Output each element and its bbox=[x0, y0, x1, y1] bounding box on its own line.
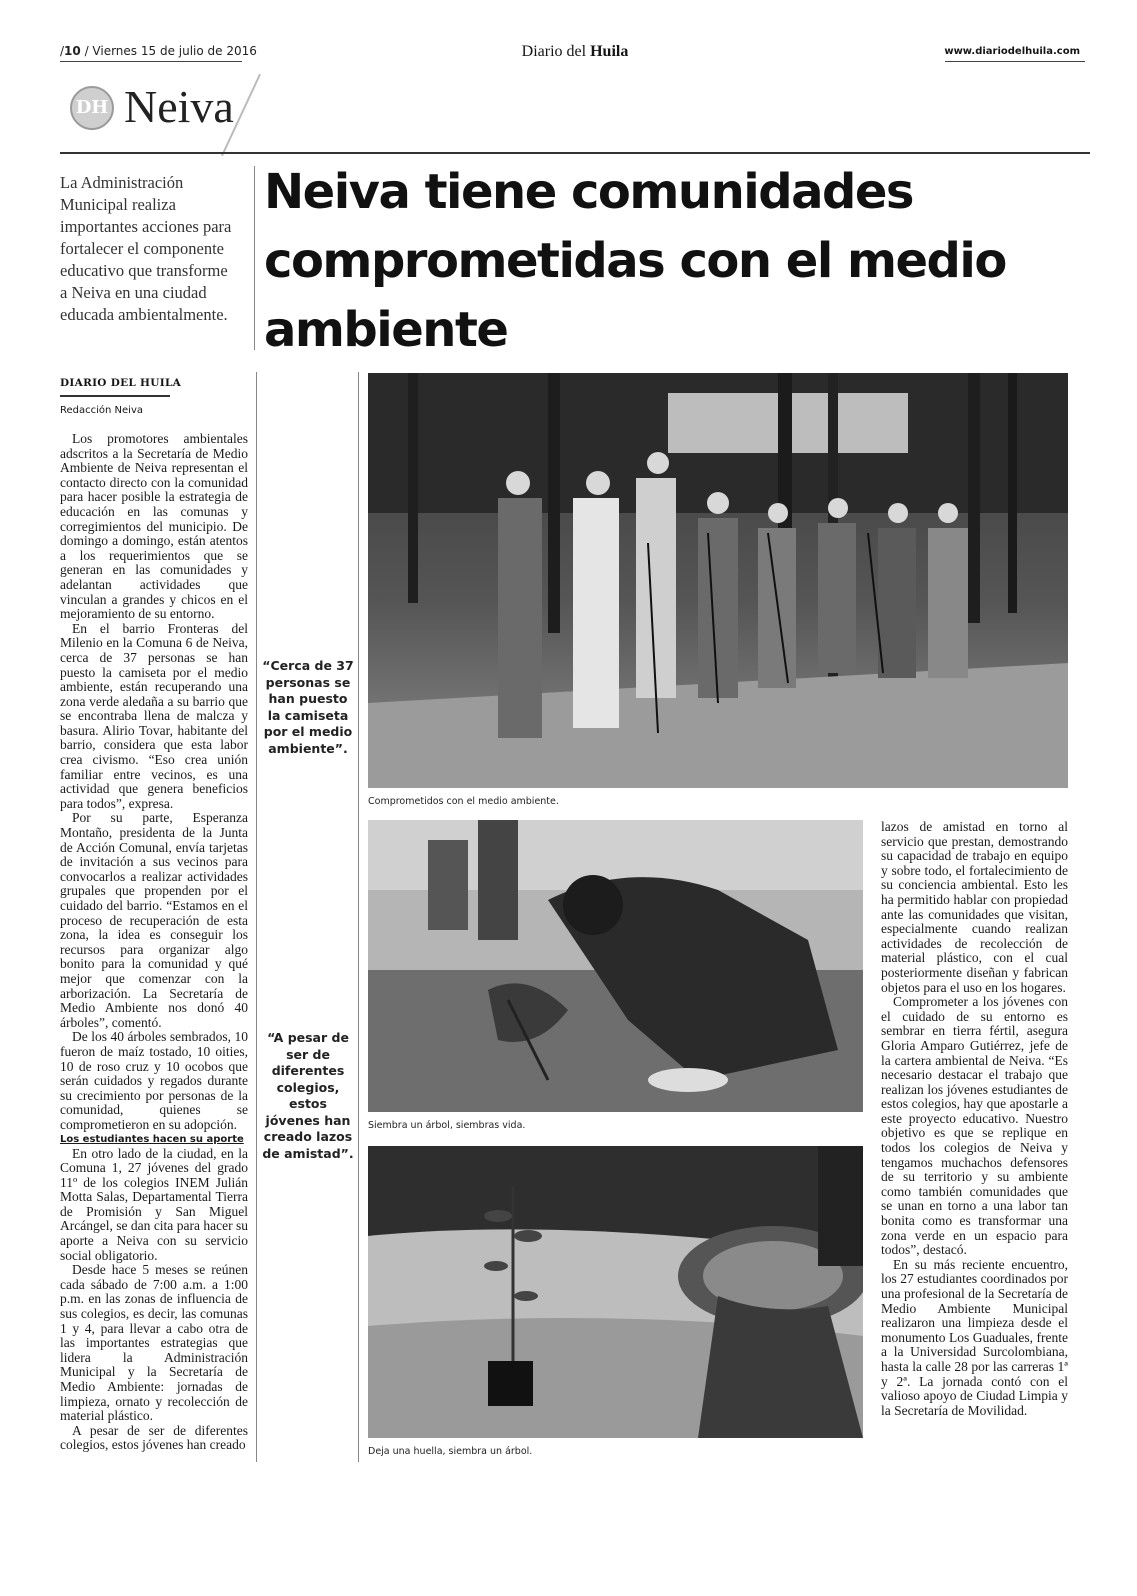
pull-quote: “Cerca de 37 personas se han puesto la camiseta por el medio ambiente”. bbox=[262, 658, 354, 756]
photo-caption: Deja una huella, siembra un árbol. bbox=[368, 1446, 533, 1457]
paragraph: En otro lado de la ciudad, en la Comuna 1, 27 jóvenes del grado 11º de los colegios INEM Julián Motta Salas, Departamental Tierra de Promisión y San Miguel Arcángel, se dan cita para hacer su aporte a Neiva con su servicio social obligatorio. bbox=[60, 1145, 248, 1263]
website-link[interactable]: www.diariodelhuila.com bbox=[944, 46, 1080, 57]
newspaper-name-bold: Huila bbox=[590, 43, 629, 60]
issue-date: Viernes 15 de julio de 2016 bbox=[92, 44, 257, 58]
header-divider-left bbox=[60, 61, 242, 62]
paragraph: En su más reciente encuentro, los 27 estudiantes coordinados por una profesional de la Secretaría de Medio Ambiente Municipal realizaron una limpieza desde el monumento Los Guaduales, frente a la Universidad Surcolombiana, hasta la calle 28 por las carreras 1ª y 2ª. La jornada contó con el valioso apoyo de Ciudad Limpia y la Secretaría de Movilidad. bbox=[881, 1256, 1068, 1418]
section-title: Neiva bbox=[124, 81, 234, 132]
dh-logo-icon: DH bbox=[70, 86, 114, 130]
byline-underline bbox=[60, 395, 170, 397]
section-rule bbox=[60, 152, 1090, 154]
photo-caption: Siembra un árbol, siembras vida. bbox=[368, 1120, 526, 1131]
column-divider-right bbox=[358, 372, 359, 1462]
paragraph: En el barrio Fronteras del Milenio en la Comuna 6 de Neiva, cerca de 37 personas se han puesto la camiseta por el medio ambiente, están recuperando una zona verde aledaña a su barrio que se encontraba llena de malcza y basura. Alirio Tovar, habitante del barrio, considera que esta labor crea civismo. “Eso crea unión familiar entre vecinos, es una actividad que genera beneficios para todos”, expresa. bbox=[60, 620, 248, 811]
article-column-3 bbox=[881, 820, 1068, 1418]
newspaper-name bbox=[500, 43, 650, 61]
newspaper-name-regular: Diario del bbox=[521, 43, 587, 60]
paragraph: lazos de amistad en torno al servicio que prestan, demostrando su capacidad de trabajo en equipo y sobre todo, el fortalecimiento de su conciencia ambiental. Esto les ha permitido hablar con propiedad ante las comunidades que visitan, especialmente cuando realizan actividades de recolección de material plástico, con el cual posteriormente diseñan y fabrican objetos para el uso en los hogares. bbox=[881, 819, 1068, 995]
column-divider-left bbox=[256, 372, 257, 1462]
paragraph: Comprometer a los jóvenes con el cuidado de su entorno es sembrar en tierra fértil, asegura Gloria Amparo Gutiérrez, jefe de la cartera ambiental de Neiva. “Es necesario destacar el trabajo que realizan los jóvenes estudiantes de estos colegios, hay que apostarle a este proyecto educativo. Nuestro objetivo es que se replique en todos los colegios de Neiva y tengamos muchachos defensores de su territorio y su ambiente como también comunidades que se unan en torno a una labor tan bonita como es transformar una zona verde en un espacio para todos”, destacó. bbox=[881, 994, 1068, 1258]
photo-group-volunteers bbox=[368, 373, 1068, 788]
article-column-1 bbox=[60, 432, 248, 1453]
paragraph: Los promotores ambientales adscritos a la Secretaría de Medio Ambiente de Neiva representan el contacto directo con la comunidad para hacer posible la estrategia de educación en las comunas y corregimientos del municipio. De domingo a domingo, están atentos a los requerimientos que se generan en las comunidades y adelantan actividades que vinculan a grandes y chicos en el mejoramiento de su entorno. bbox=[60, 431, 248, 622]
article-dek: La Administración Municipal realiza importantes acciones para fortalecer el componente educativo que transforme a Neiva en una ciudad educada ambientalmente. bbox=[60, 173, 232, 324]
photo-sapling-hat bbox=[368, 1146, 863, 1438]
paragraph: Desde hace 5 meses se reúnen cada sábado de 7:00 a.m. a 1:00 p.m. en las zonas de influencia de sus colegios, es decir, las comunas 1 y 4, para llevar a cabo otra de las importantes estrategias que lidera la Administración Municipal y la Secretaría de Medio Ambiente: jornadas de limpieza, ornato y recolección de material plástico. bbox=[60, 1262, 248, 1424]
photo-caption: Comprometidos con el medio ambiente. bbox=[368, 796, 559, 807]
dek-divider bbox=[254, 166, 255, 350]
page-number: 10 bbox=[64, 44, 81, 58]
paragraph: Por su parte, Esperanza Montaño, presidenta de la Junta de Acción Comunal, envía tarjetas de invitación a sus vecinos para convocarlos a realizar actividades grupales que propenden por el cuidado del barrio. “Estamos en el proceso de recuperación de esta zona, la idea es conseguir los recursos para organizar algo bonito para la comunidad y qué mejor que comenzar con la arborización. La Secretaría de Medio Ambiente nos donó 40 árboles”, comentó. bbox=[60, 810, 248, 1030]
photo-planting-tree bbox=[368, 820, 863, 1112]
byline-desk: Redacción Neiva bbox=[60, 405, 143, 416]
paragraph: A pesar de ser de diferentes colegios, estos jóvenes han creado bbox=[60, 1422, 248, 1453]
byline: DIARIO DEL HUILA bbox=[60, 377, 182, 389]
subheading: Los estudiantes hacen su aporte bbox=[60, 1133, 244, 1145]
page-date-line: /10 / Viernes 15 de julio de 2016 bbox=[60, 44, 257, 58]
article-headline: Neiva tiene comunidades comprometidas con el medio ambiente bbox=[264, 164, 1006, 358]
pull-quote: “A pesar de ser de diferentes colegios, estos jóvenes han creado lazos de amistad”. bbox=[262, 1030, 354, 1161]
paragraph: De los 40 árboles sembrados, 10 fueron de maíz tostado, 10 oities, 10 de roso cruz y 10 ocobos que serán cuidados y regados durante su crecimiento por personas de la comunidad, quienes se comprometieron en su adopción. bbox=[60, 1029, 248, 1132]
header-divider-right bbox=[945, 61, 1085, 62]
